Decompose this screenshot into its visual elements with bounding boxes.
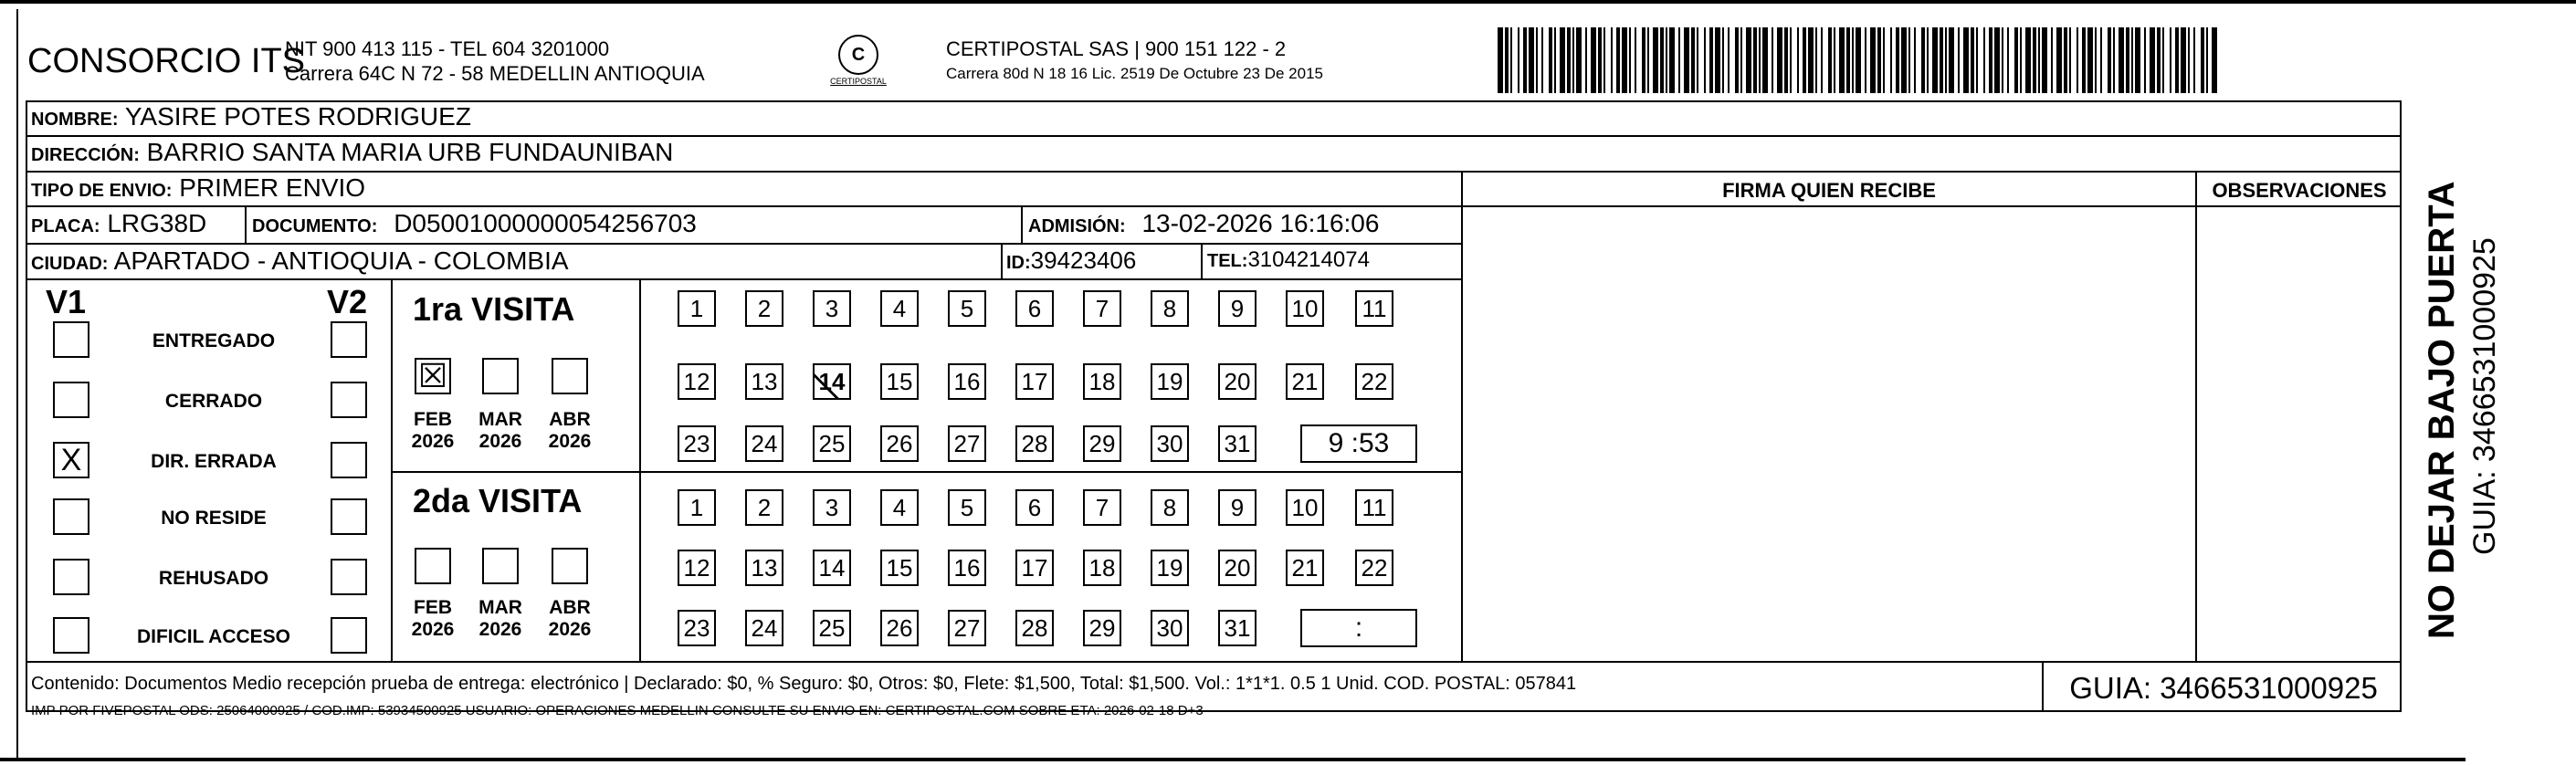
visit1-day-box[interactable]: 21 bbox=[1286, 363, 1324, 400]
status-v1-checkbox[interactable] bbox=[53, 321, 89, 358]
visit2-day-box[interactable]: 19 bbox=[1151, 550, 1189, 586]
no-dejar-notice: NO DEJAR BAJO PUERTA bbox=[2422, 181, 2462, 639]
visit2-day-box[interactable]: 29 bbox=[1083, 610, 1121, 646]
visit2-title: 2da VISITA bbox=[413, 482, 583, 519]
ciudad-label: CIUDAD: bbox=[31, 254, 109, 274]
placa-label: PLACA: bbox=[31, 216, 100, 236]
visit1-day-box[interactable]: 7 bbox=[1083, 290, 1121, 327]
status-v1-checkbox[interactable] bbox=[53, 559, 89, 595]
visit1-day-box[interactable]: 13 bbox=[745, 363, 783, 400]
visit1-day-box[interactable]: 25 bbox=[813, 425, 851, 462]
status-v1-checkbox[interactable] bbox=[53, 617, 89, 654]
visit1-day-box[interactable]: 9 bbox=[1218, 290, 1256, 327]
visit2-month-label: MAR 2026 bbox=[478, 597, 522, 640]
visit1-day-box[interactable]: 23 bbox=[678, 425, 716, 462]
visit1-month-checkbox[interactable]: ☒ bbox=[415, 358, 451, 394]
visit2-day-box[interactable]: 10 bbox=[1286, 489, 1324, 526]
visit2-month-checkbox[interactable] bbox=[415, 548, 451, 584]
visit2-day-box[interactable]: 24 bbox=[745, 610, 783, 646]
visit1-day-box[interactable]: 30 bbox=[1151, 425, 1189, 462]
visit1-day-box[interactable]: 5 bbox=[948, 290, 986, 327]
visit2-day-box[interactable]: 8 bbox=[1151, 489, 1189, 526]
nombre-value: YASIRE POTES RODRIGUEZ bbox=[124, 102, 471, 131]
status-v2-checkbox[interactable] bbox=[331, 559, 367, 595]
visit2-day-box[interactable]: 12 bbox=[678, 550, 716, 586]
visit2-month-checkbox[interactable] bbox=[552, 548, 588, 584]
visit1-day-box[interactable]: 31 bbox=[1218, 425, 1256, 462]
visit2-day-box[interactable]: 26 bbox=[880, 610, 919, 646]
logo-icon: C bbox=[838, 35, 878, 75]
id-row bbox=[1006, 246, 1136, 275]
visit2-day-box[interactable]: 11 bbox=[1355, 489, 1393, 526]
status-label: DIFICIL ACCESO bbox=[136, 626, 290, 647]
visit1-month-label: FEB 2026 bbox=[411, 409, 455, 452]
visit2-day-box[interactable]: 27 bbox=[948, 610, 986, 646]
documento-label: DOCUMENTO: bbox=[252, 216, 378, 236]
id-value: 39423406 bbox=[1030, 246, 1137, 274]
admision-row bbox=[1028, 209, 1379, 238]
visit2-time-box[interactable]: : bbox=[1300, 609, 1417, 647]
visit1-title: 1ra VISITA bbox=[413, 290, 575, 328]
status-label: DIR. ERRADA bbox=[151, 451, 277, 472]
visit2-day-box[interactable]: 16 bbox=[948, 550, 986, 586]
footer-content-line: Contenido: Documentos Medio recepción prueba de entrega: electrónico | Declarado: $0, % Seguro: $0, Otros: $0, Flete: $1,500, Total: $1,500. Vol.: 1*1*1. 0.5 1 Unid. COD. POSTAL: 057841 bbox=[31, 674, 1577, 694]
visit2-day-box[interactable]: 30 bbox=[1151, 610, 1189, 646]
company-name: CONSORCIO ITS bbox=[27, 42, 306, 80]
visit2-day-box[interactable]: 13 bbox=[745, 550, 783, 586]
visit2-day-box[interactable]: 7 bbox=[1083, 489, 1121, 526]
status-v1-checkbox[interactable] bbox=[53, 382, 89, 418]
visit2-month-label: FEB 2026 bbox=[411, 597, 455, 640]
tipo-envio-value: PRIMER ENVIO bbox=[179, 173, 366, 202]
visit1-day-box[interactable]: 11 bbox=[1355, 290, 1393, 327]
status-v2-checkbox[interactable] bbox=[331, 382, 367, 418]
visit1-time-box[interactable]: 9 :53 bbox=[1300, 424, 1417, 463]
status-v1-checkbox[interactable]: X bbox=[53, 442, 89, 478]
tipo-envio-label: TIPO DE ENVIO: bbox=[31, 181, 173, 201]
visit1-day-box[interactable]: 28 bbox=[1015, 425, 1054, 462]
visit1-day-box[interactable]: 29 bbox=[1083, 425, 1121, 462]
visit1-month-label: ABR 2026 bbox=[548, 409, 592, 452]
ciudad-value: APARTADO - ANTIOQUIA - COLOMBIA bbox=[113, 246, 569, 275]
visit1-day-box[interactable]: 4 bbox=[880, 290, 919, 327]
company-info bbox=[285, 37, 705, 86]
visit1-day-box[interactable]: 1 bbox=[678, 290, 716, 327]
visit2-day-box[interactable]: 6 bbox=[1015, 489, 1054, 526]
visit2-day-box[interactable]: 5 bbox=[948, 489, 986, 526]
admision-value: 13-02-2026 16:16:06 bbox=[1141, 209, 1380, 237]
visit2-day-box[interactable]: 21 bbox=[1286, 550, 1324, 586]
visit2-day-box[interactable]: 17 bbox=[1015, 550, 1054, 586]
logo-text: CERTIPOSTAL bbox=[830, 77, 887, 86]
visit2-day-box[interactable]: 23 bbox=[678, 610, 716, 646]
visit1-day-box[interactable]: 26 bbox=[880, 425, 919, 462]
visit2-day-box[interactable]: 28 bbox=[1015, 610, 1054, 646]
footer-guia: GUIA: 3466531000925 bbox=[2069, 671, 2378, 705]
nombre-row bbox=[31, 102, 471, 131]
visit2-day-box[interactable]: 3 bbox=[813, 489, 851, 526]
v2-label: V2 bbox=[327, 283, 368, 320]
visit2-day-box[interactable]: 9 bbox=[1218, 489, 1256, 526]
address-line: Carrera 64C N 72 - 58 MEDELLIN ANTIOQUIA bbox=[285, 62, 705, 85]
visit1-day-box[interactable]: 8 bbox=[1151, 290, 1189, 327]
documento-row bbox=[252, 209, 697, 238]
visit1-day-box[interactable]: 24 bbox=[745, 425, 783, 462]
visit1-day-box[interactable]: 22 bbox=[1355, 363, 1393, 400]
page-edge-top bbox=[0, 0, 2576, 4]
page-edge-left bbox=[16, 9, 18, 758]
visit1-month-checkbox[interactable] bbox=[482, 358, 519, 394]
visit1-day-box[interactable]: 12 bbox=[678, 363, 716, 400]
status-v2-checkbox[interactable] bbox=[331, 321, 367, 358]
visit1-day-box[interactable]: 15 bbox=[880, 363, 919, 400]
visit1-day-box[interactable]: 16 bbox=[948, 363, 986, 400]
visit1-day-box[interactable]: 3 bbox=[813, 290, 851, 327]
visit2-day-box[interactable]: 20 bbox=[1218, 550, 1256, 586]
placa-value: LRG38D bbox=[107, 209, 207, 237]
tel-row bbox=[1207, 247, 1370, 273]
visit1-day-box[interactable]: 10 bbox=[1286, 290, 1324, 327]
status-label: REHUSADO bbox=[158, 568, 269, 589]
direccion-value: BARRIO SANTA MARIA URB FUNDAUNIBAN bbox=[146, 138, 674, 166]
visit2-day-box[interactable]: 18 bbox=[1083, 550, 1121, 586]
visit1-day-box[interactable]: 2 bbox=[745, 290, 783, 327]
nit-line: NIT 900 413 115 - TEL 604 3201000 bbox=[285, 37, 610, 60]
page-edge-bottom bbox=[0, 758, 2466, 761]
status-label: NO RESIDE bbox=[161, 508, 267, 529]
status-v2-checkbox[interactable] bbox=[331, 617, 367, 654]
certipostal-line1: CERTIPOSTAL SAS | 900 151 122 - 2 bbox=[946, 37, 1287, 60]
documento-value: D05001000000054256703 bbox=[394, 209, 697, 237]
tel-label: TEL: bbox=[1207, 251, 1248, 271]
id-label: ID: bbox=[1006, 253, 1031, 273]
visit1-day-box[interactable]: 6 bbox=[1015, 290, 1054, 327]
visit1-month-checkbox[interactable] bbox=[552, 358, 588, 394]
visit1-day-box[interactable]: 17 bbox=[1015, 363, 1054, 400]
firma-header: FIRMA QUIEN RECIBE bbox=[1722, 179, 1936, 202]
status-label: ENTREGADO bbox=[152, 330, 276, 351]
visit2-day-box[interactable]: 22 bbox=[1355, 550, 1393, 586]
admision-label: ADMISIÓN: bbox=[1028, 216, 1126, 236]
visit1-day-box[interactable]: 14 bbox=[813, 363, 851, 400]
visit1-day-box[interactable]: 19 bbox=[1151, 363, 1189, 400]
tel-value: 3104214074 bbox=[1247, 247, 1370, 272]
visit2-month-checkbox[interactable] bbox=[482, 548, 519, 584]
visit2-day-box[interactable]: 4 bbox=[880, 489, 919, 526]
ciudad-row bbox=[31, 246, 569, 276]
certipostal-info bbox=[946, 37, 1323, 86]
visit2-day-box[interactable]: 15 bbox=[880, 550, 919, 586]
tipo-envio-row bbox=[31, 173, 365, 203]
status-label: CERRADO bbox=[164, 391, 263, 412]
status-v2-checkbox[interactable] bbox=[331, 498, 367, 535]
status-v2-checkbox[interactable] bbox=[331, 442, 367, 478]
barcode-icon bbox=[1498, 27, 2228, 93]
nombre-label: NOMBRE: bbox=[31, 110, 119, 130]
observaciones-header: OBSERVACIONES bbox=[2212, 179, 2387, 202]
visit1-day-box[interactable]: 18 bbox=[1083, 363, 1121, 400]
direccion-row bbox=[31, 138, 673, 167]
visit2-day-box[interactable]: 2 bbox=[745, 489, 783, 526]
visit1-month-label: MAR 2026 bbox=[478, 409, 522, 452]
visit2-month-label: ABR 2026 bbox=[548, 597, 592, 640]
visit2-day-box[interactable]: 31 bbox=[1218, 610, 1256, 646]
visit2-day-box[interactable]: 1 bbox=[678, 489, 716, 526]
v1-label: V1 bbox=[46, 283, 87, 320]
visit1-day-box[interactable]: 27 bbox=[948, 425, 986, 462]
footer-print-line: IMP POR FIVEPOSTAL ODS: 25064000925 / COD.IMP: 53934500925 USUARIO: OPERACIONES MEDELLIN CONSULTE SU ENVIO EN: CERTIPOSTAL.COM SOBRE ETA: 2026-02-18 D+3 bbox=[31, 703, 1204, 718]
direccion-label: DIRECCIÓN: bbox=[31, 145, 140, 165]
certipostal-logo bbox=[826, 35, 890, 86]
visit2-day-box[interactable]: 25 bbox=[813, 610, 851, 646]
status-v1-checkbox[interactable] bbox=[53, 498, 89, 535]
placa-row bbox=[31, 209, 206, 238]
certipostal-line2: Carrera 80d N 18 16 Lic. 2519 De Octubre 23 De 2015 bbox=[946, 65, 1323, 82]
visit2-day-box[interactable]: 14 bbox=[813, 550, 851, 586]
visit1-day-box[interactable]: 20 bbox=[1218, 363, 1256, 400]
side-guia: GUIA: 3466531000925 bbox=[2467, 237, 2502, 555]
